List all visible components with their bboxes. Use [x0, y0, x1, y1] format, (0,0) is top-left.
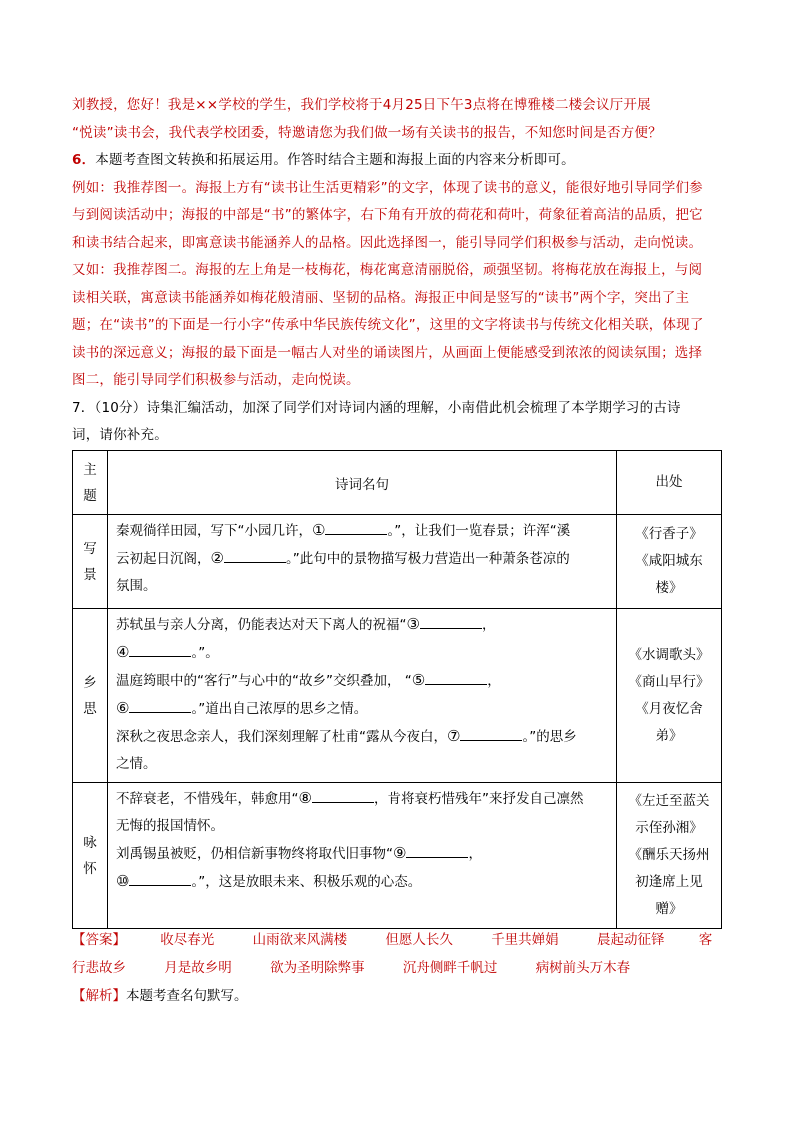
answer-line-2: 行悲故乡 月是故乡明 欲为圣明除弊事 沉舟侧畔千帆过 病树前头万木春	[72, 960, 631, 976]
row-source: 《行香子》 《咸阳城东 楼》	[617, 515, 722, 609]
row-theme: 写 景	[73, 515, 108, 609]
header-source: 出处	[617, 451, 722, 515]
table-header-row	[73, 451, 722, 515]
q6-line: 读相关联，寓意读书能涵养如梅花般清丽、坚韧的品格。海报正中间是竖写的“读书”两个字，突出了主	[72, 289, 690, 306]
row-content: 苏轼虽与亲人分离，仍能表达对天下离人的祝福“③ ， ④ 。”。 温庭筠眼中的“客行”与心中的“故乡”交织叠加， “⑤ ， ⑥ 。”道出自己浓厚的思乡之情。 深秋之夜思念亲人，我们深刻理解了杜甫“露从今夜白，⑦ 。”的思乡 之情。	[108, 609, 617, 783]
document-body	[72, 92, 722, 450]
answer-blank[interactable]	[224, 548, 286, 563]
answer-blank[interactable]	[406, 843, 468, 858]
answer-blank[interactable]	[129, 698, 191, 713]
answer-blank[interactable]	[325, 520, 387, 535]
row-source: 《左迁至蓝关 示侄孙湘》 《酬乐天扬州 初逢席上见 赠》	[617, 783, 722, 929]
invite-line-2: “悦读”读书会，我代表学校团委，特邀请您为我们做一场有关读书的报告，不知您时间是否方便？	[72, 124, 662, 141]
q6-line: 题；在“读书”的下面是一行小字“传承中华民族传统文化”，这里的文字将读书与传统文化相关联，体现了	[72, 317, 704, 333]
q7-line-2: 词，请你补充。	[72, 427, 168, 443]
answer-blank[interactable]	[425, 670, 487, 685]
q6-line: 图二，能引导同学们积极参与活动，走向悦读。	[72, 372, 360, 388]
answer-blank[interactable]	[460, 726, 522, 741]
header-theme: 主 题	[73, 451, 108, 515]
answer-blank[interactable]	[129, 871, 191, 886]
row-theme: 乡 思	[73, 609, 108, 783]
table-row	[73, 609, 722, 783]
answer-line-1: 【答案】 收尽春光 山雨欲来风满楼 但愿人长久 千里共婵娟 晨起动征铎 客	[72, 932, 713, 948]
header-content: 诗词名句	[108, 451, 617, 515]
q6-heading: 6．本题考查图文转换和拓展运用。作答时结合主题和海报上面的内容来分析即可。	[72, 152, 575, 168]
analysis-line: 【解析】本题考查名句默写。	[72, 988, 248, 1004]
invite-line-1: 刘教授，您好！我是××学校的学生，我们学校将于4月25日下午3点将在博雅楼二楼会议厅开展	[72, 97, 651, 113]
answer-blank[interactable]	[312, 788, 374, 803]
q7-heading: 7．（10分）诗集汇编活动，加深了同学们对诗词内涵的理解，小南借此机会梳理了本学期学习的古诗	[72, 399, 681, 416]
q6-line: 读书的深远意义；海报的最下面是一幅古人对坐的诵读图片，从画面上便能感受到浓浓的阅读氛围；选择	[72, 344, 703, 361]
row-theme: 咏 怀	[73, 783, 108, 929]
table-row	[73, 783, 722, 929]
row-source: 《水调歌头》 《商山早行》 《月夜忆舍 弟》	[617, 609, 722, 783]
q6-line: 又如：我推荐图二。海报的左上角是一枝梅花，梅花寓意清丽脱俗，顽强坚韧。将梅花放在海报上，与阅	[72, 262, 703, 278]
row-content: 秦观徜徉田园，写下“小园几许，① 。”，让我们一览春景；许浑“溪 云初起日沉阁，② 。”此句中的景物描写极力营造出一种萧条苍凉的 氛围。	[108, 515, 617, 609]
answer-blank[interactable]	[420, 614, 482, 629]
row-content: 不辞衰老，不惜残年，韩愈用“⑧ ，肯将衰朽惜残年”来抒发自己凛然 无悔的报国情怀。 刘禹锡虽被贬，仍相信新事物终将取代旧事物“⑨ ， ⑩ 。”，这是放眼未来、积极乐观的心态。	[108, 783, 617, 929]
q6-line: 与到阅读活动中；海报的中部是“书”的繁体字，右下角有开放的荷花和荷叶，荷象征着高洁的品质，把它	[72, 207, 703, 223]
q6-line: 例如：我推荐图一。海报上方有“读书让生活更精彩”的文字，体现了读书的意义，能很好地引导同学们参	[72, 179, 703, 196]
q6-line: 和读书结合起来，即寓意读书能涵养人的品格。因此选择图一，能引导同学们积极参与活动，走向悦读。	[72, 234, 703, 251]
answer-block	[72, 926, 722, 1010]
answer-blank[interactable]	[129, 642, 191, 657]
poem-table	[72, 450, 722, 929]
table-row	[73, 515, 722, 609]
